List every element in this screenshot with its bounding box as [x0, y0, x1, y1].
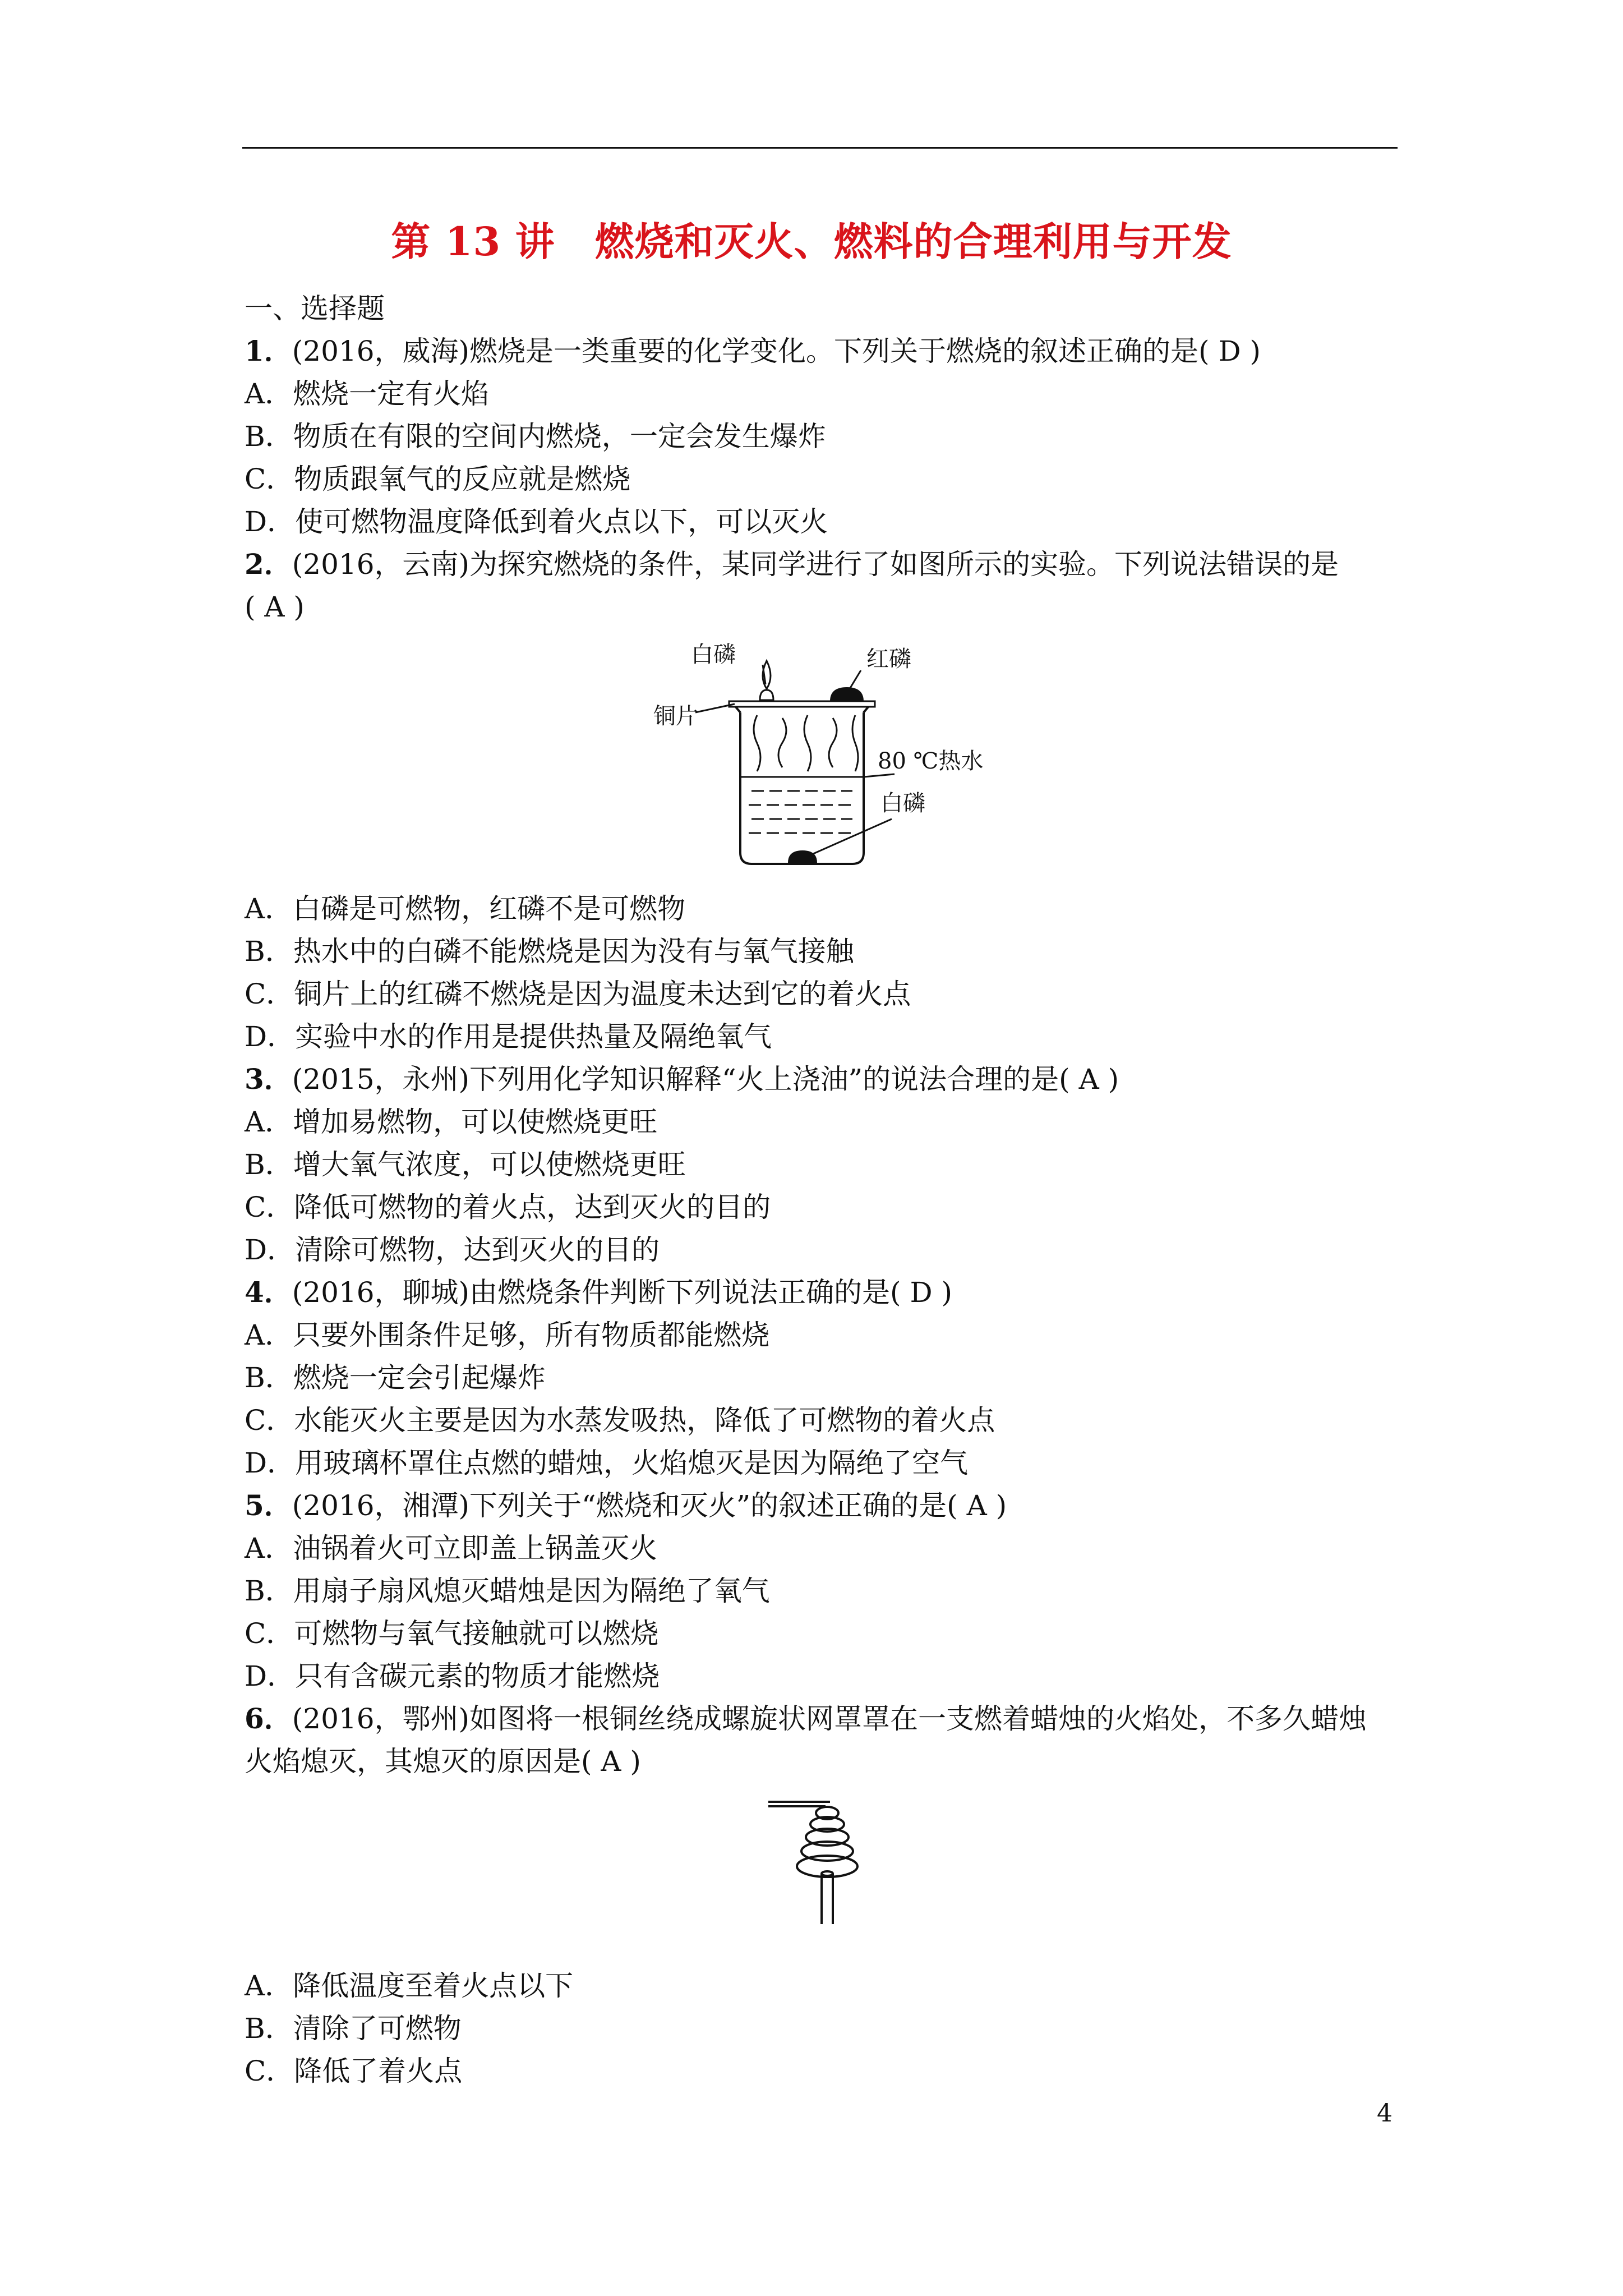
question-4-stem	[245, 1276, 952, 1309]
question-5-option-d: D．只有含碳元素的物质才能燃烧	[245, 1660, 660, 1692]
label-red-phosphorus: 红磷	[866, 646, 911, 672]
question-1-option-c: C．物质跟氧气的反应就是燃烧	[245, 463, 631, 495]
copper-coil	[797, 1807, 857, 1877]
page-number: 4	[1377, 2099, 1393, 2128]
question-2-stem-cont: ( A )	[245, 591, 305, 623]
question-6-stem-cont: 火焰熄灭，其熄灭的原因是( A )	[245, 1745, 641, 1778]
question-number: 1．	[245, 334, 292, 367]
stem-text: (2016，威海)燃烧是一类重要的化学变化。下列关于燃烧的叙述正确的是( D )	[292, 335, 1261, 367]
stem-text: (2016，鄂州)如图将一根铜丝绕成螺旋状网罩罩在一支燃着蜡烛的火焰处，不多久蜡烛	[292, 1703, 1367, 1735]
question-1-option-d: D．使可燃物温度降低到着火点以下，可以灭火	[245, 505, 828, 538]
stem-text: (2015，永州)下列用化学知识解释“火上浇油”的说法合理的是( A )	[292, 1063, 1119, 1096]
question-6-stem	[245, 1702, 1367, 1736]
candle	[822, 1871, 833, 1924]
label-white-phosphorus-water: 白磷	[880, 790, 925, 816]
question-1-stem	[245, 334, 1261, 368]
header-rule	[242, 147, 1398, 149]
question-2-stem	[245, 547, 1339, 581]
question-5-option-c: C．可燃物与氧气接触就可以燃烧	[245, 1617, 659, 1650]
question-3-stem	[245, 1062, 1119, 1096]
question-2-option-b: B．热水中的白磷不能燃烧是因为没有与氧气接触	[245, 935, 854, 968]
stem-text: (2016，湘潭)下列关于“燃烧和灭火”的叙述正确的是( A )	[292, 1489, 1007, 1522]
question-2-option-c: C．铜片上的红磷不燃烧是因为温度未达到它的着火点	[245, 978, 911, 1010]
question-2-option-d: D．实验中水的作用是提供热量及隔绝氧气	[245, 1020, 772, 1053]
question-number: 5．	[245, 1489, 292, 1522]
label-copper-plate: 铜片	[653, 703, 698, 729]
question-1-option-b: B．物质在有限的空间内燃烧，一定会发生爆炸	[245, 420, 826, 453]
question-3-option-d: D．清除可燃物，达到灭火的目的	[245, 1234, 660, 1266]
water-dashes	[749, 791, 855, 833]
white-phosphorus-water	[788, 850, 817, 863]
question-number: 6．	[245, 1702, 292, 1735]
question-6-option-b: B．清除了可燃物	[245, 2012, 462, 2045]
question-4-option-c: C．水能灭火主要是因为水蒸发吸热，降低了可燃物的着火点	[245, 1404, 995, 1437]
question-number: 3．	[245, 1062, 292, 1096]
copper-plate	[729, 701, 875, 707]
label-hot-water: 80 ℃热水	[878, 748, 984, 774]
question-6-option-c: C．降低了着火点	[245, 2055, 463, 2087]
question-6-option-a: A．降低温度至着火点以下	[245, 1970, 574, 2002]
red-phosphorus	[830, 687, 864, 701]
question-number: 4．	[245, 1276, 292, 1309]
question-5-stem	[245, 1489, 1007, 1522]
question-3-option-a: A．增加易燃物，可以使燃烧更旺	[245, 1106, 658, 1138]
section-heading: 一、选择题	[245, 292, 385, 325]
question-3-option-b: B．增大氧气浓度，可以使燃烧更旺	[245, 1148, 686, 1181]
question-5-option-a: A．油锅着火可立即盖上锅盖灭火	[245, 1532, 658, 1565]
question-4-option-a: A．只要外围条件足够，所有物质都能燃烧	[245, 1319, 770, 1351]
label-white-phosphorus-top: 白磷	[691, 642, 736, 668]
stem-text: (2016，云南)为探究燃烧的条件，某同学进行了如图所示的实验。下列说法错误的是	[292, 548, 1339, 581]
copper-coil-candle-figure	[763, 1795, 875, 1930]
question-4-option-d: D．用玻璃杯罩住点燃的蜡烛，火焰熄灭是因为隔绝了空气	[245, 1447, 969, 1479]
question-3-option-c: C．降低可燃物的着火点，达到灭火的目的	[245, 1191, 771, 1223]
question-1-option-a: A．燃烧一定有火焰	[245, 378, 490, 410]
question-4-option-b: B．燃烧一定会引起爆炸	[245, 1361, 546, 1394]
stem-text: (2016，聊城)由燃烧条件判断下列说法正确的是( D )	[292, 1276, 952, 1309]
white-phosphorus-top	[760, 690, 773, 700]
question-2-option-a: A．白磷是可燃物，红磷不是可燃物	[245, 892, 686, 925]
beaker	[735, 706, 869, 864]
question-number: 2．	[245, 547, 292, 581]
page-title: 第 13 讲 燃烧和灭火、燃料的合理利用与开发	[391, 218, 1232, 265]
combustion-experiment-figure	[645, 639, 1038, 881]
question-5-option-b: B．用扇子扇风熄灭蜡烛是因为隔绝了氧气	[245, 1575, 770, 1607]
steam-lines	[754, 715, 858, 771]
